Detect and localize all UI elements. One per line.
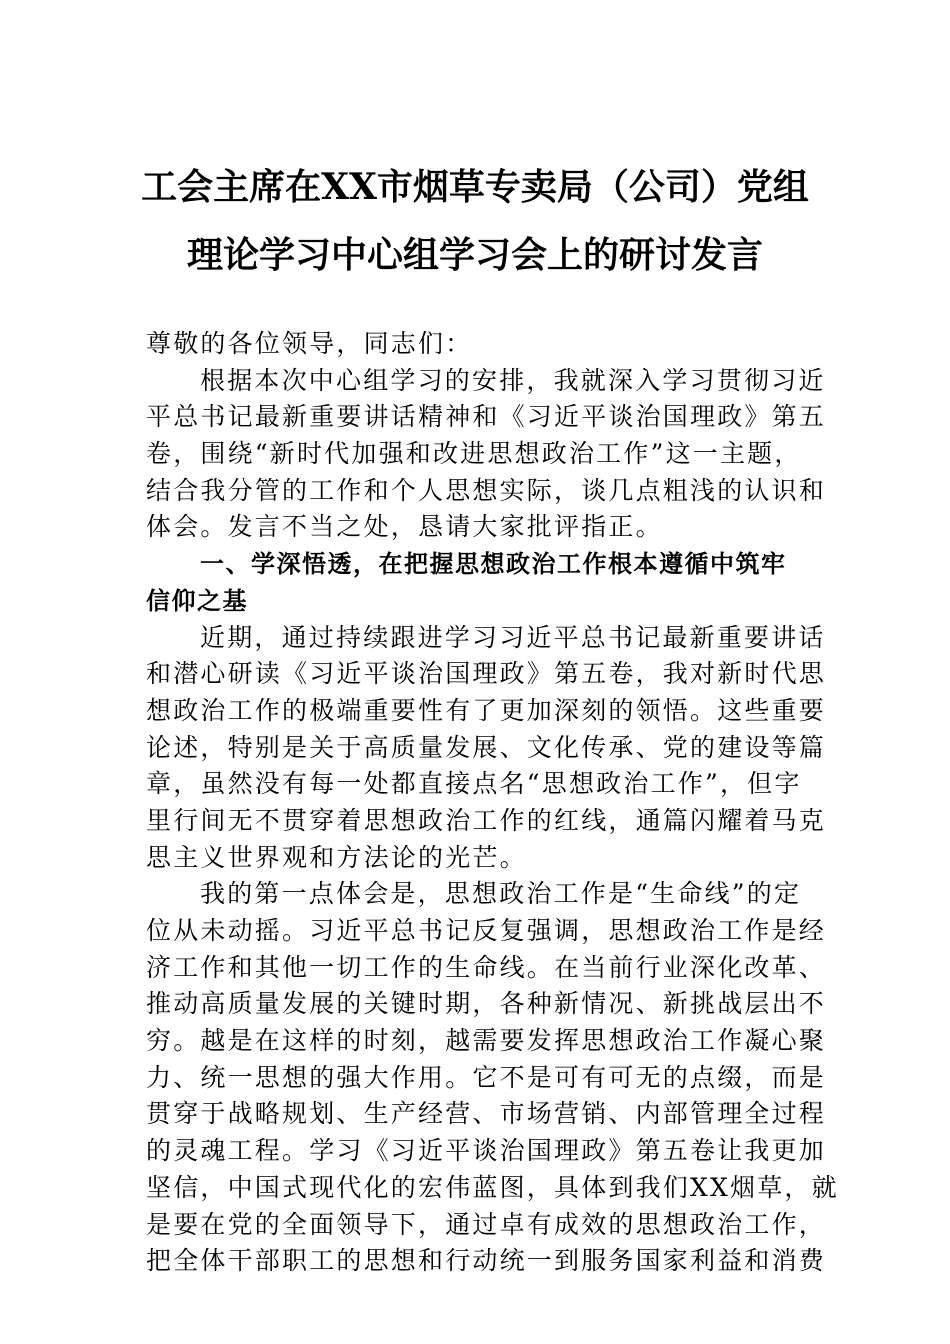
section-heading-line: 信仰之基: [146, 586, 248, 615]
paragraph-line: 体会。发言不当之处，恳请大家批评指正。: [146, 512, 663, 542]
paragraph-line: 力、统一思想的强大作用。它不是可有可无的点缀，而是: [146, 1062, 827, 1092]
paragraph-line: 结合我分管的工作和个人思想实际，谈几点粗浅的认识和: [146, 475, 827, 505]
paragraph-line: 穷。越是在这样的时刻，越需要发挥思想政治工作凝心聚: [146, 1026, 827, 1056]
paragraph-line: 贯穿于战略规划、生产经营、市场营销、内部管理全过程: [146, 1099, 827, 1129]
paragraph-line: 推动高质量发展的关键时期，各种新情况、新挑战层出不: [146, 989, 827, 1019]
paragraph-line: 我的第一点体会是，思想政治工作是“生命线”的定: [200, 879, 802, 909]
document-body: [146, 326, 839, 1280]
paragraph-line: 想政治工作的极端重要性有了更加深刻的领悟。这些重要: [146, 695, 827, 725]
document-title-line-2: 理论学习中心组学习会上的研讨发言: [186, 234, 763, 276]
paragraph-line: 论述，特别是关于高质量发展、文化传承、党的建设等篇: [146, 732, 827, 762]
paragraph-line: 是要在党的全面领导下，通过卓有成效的思想政治工作，: [146, 1209, 827, 1239]
paragraph-line: 章，虽然没有每一处都直接点名“思想政治工作”，但字: [146, 769, 802, 799]
paragraph-line: 思主义世界观和方法论的光芒。: [146, 842, 527, 872]
paragraph-line: 平总书记最新重要讲话精神和《习近平谈治国理政》第五: [146, 402, 827, 432]
section-heading-line: 一、学深悟透，在把握思想政治工作根本遵循中筑牢: [200, 550, 787, 579]
paragraph-line: 根据本次中心组学习的安排，我就深入学习贯彻习近: [200, 365, 826, 395]
document-title-line-1: 工会主席在XX市烟草专卖局（公司）党组: [141, 166, 809, 208]
paragraph-line: 卷，围绕“新时代加强和改进思想政治工作”这一主题，: [146, 439, 802, 469]
paragraph-line: 尊敬的各位领导，同志们：: [146, 329, 473, 358]
paragraph-line: 坚信，中国式现代化的宏伟蓝图，具体到我们XX烟草，就: [146, 1172, 839, 1202]
paragraph-line: 里行间无不贯穿着思想政治工作的红线，通篇闪耀着马克: [146, 805, 827, 835]
paragraph-line: 的灵魂工程。学习《习近平谈治国理政》第五卷让我更加: [146, 1136, 827, 1166]
paragraph-line: 把全体干部职工的思想和行动统一到服务国家利益和消费: [146, 1246, 827, 1276]
paragraph-line: 位从未动摇。习近平总书记反复强调，思想政治工作是经: [146, 916, 827, 945]
paragraph-line: 济工作和其他一切工作的生命线。在当前行业深化改革、: [146, 952, 827, 982]
paragraph-line: 和潜心研读《习近平谈治国理政》第五卷，我对新时代思: [146, 659, 827, 689]
paragraph-line: 近期，通过持续跟进学习习近平总书记最新重要讲话: [200, 622, 826, 652]
